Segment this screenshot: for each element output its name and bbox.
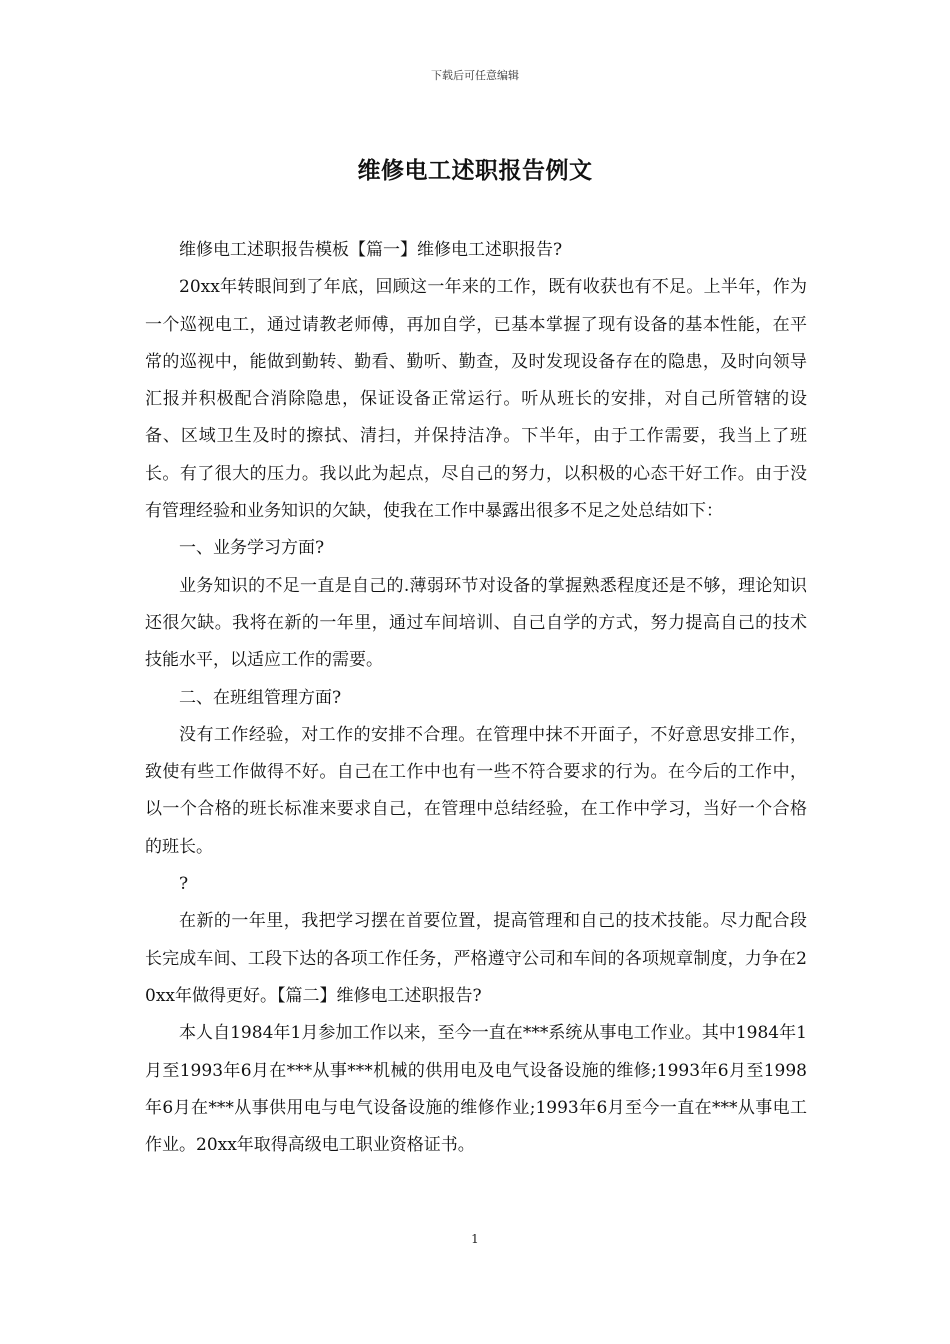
- document-title: 维修电工述职报告例文: [357, 157, 593, 184]
- paragraph-work-history: 本人自1984年1月参加工作以来，至今一直在***系统从事电工作业。其中1984年1月至1993年6月在***从事***机械的供用电及电气设备设施的维修;1993年6月至1998年6月在***从事供用电与电气设备设施的维修作业;1993年6月至今一直在***从事电工作业。20xx年取得高级电工职业资格证书。: [145, 1023, 807, 1156]
- paragraph-business-study: 业务知识的不足一直是自己的.薄弱环节对设备的掌握熟悉程度还是不够，理论知识还很欠缺。我将在新的一年里，通过车间培训、自己自学的方式，努力提高自己的技术技能水平，以适应工作的需要。: [145, 575, 807, 671]
- section-heading-team-management: 二、在班组管理方面?: [179, 687, 342, 708]
- header-note: 下载后可任意编辑: [431, 69, 519, 82]
- section-heading-business-study: 一、业务学习方面?: [179, 538, 325, 559]
- page-number: 1: [471, 1232, 479, 1246]
- paragraph-new-year-plan: 在新的一年里，我把学习摆在首要位置，提高管理和自己的技术技能。尽力配合段长完成车间、工段下达的各项工作任务，严格遵守公司和车间的各项规章制度，力争在20xx年做得更好。【篇二】维修电工述职报告?: [145, 911, 807, 1006]
- paragraph-summary: 20xx年转眼间到了年底，回顾这一年来的工作，既有收获也有不足。上半年，作为一个巡视电工，通过请教老师傅，再加自学，已基本掌握了现有设备的基本性能，在平常的巡视中，能做到勤转、勤看、勤听、勤查，及时发现设备存在的隐患，及时向领导汇报并积极配合消除隐患，保证设备正常运行。听从班长的安排，对自己所管辖的设备、区域卫生及时的擦拭、清扫，并保持洁净。下半年，由于工作需要，我当上了班长。有了很大的压力。我以此为起点，尽自己的努力，以积极的心态干好工作。由于没有管理经验和业务知识的欠缺，使我在工作中暴露出很多不足之处总结如下：: [145, 277, 807, 522]
- document-body: [145, 232, 807, 1164]
- paragraph-team-management: 没有工作经验，对工作的安排不合理。在管理中抹不开面子，不好意思安排工作，致使有些工作做得不好。自己在工作中也有一些不符合要求的行为。在今后的工作中，以一个合格的班长标准来要求自己，在管理中总结经验，在工作中学习，当好一个合格的班长。: [145, 724, 807, 857]
- paragraph-intro: 维修电工述职报告模板【篇一】维修电工述职报告?: [179, 240, 563, 260]
- paragraph-question-mark: ?: [179, 874, 189, 895]
